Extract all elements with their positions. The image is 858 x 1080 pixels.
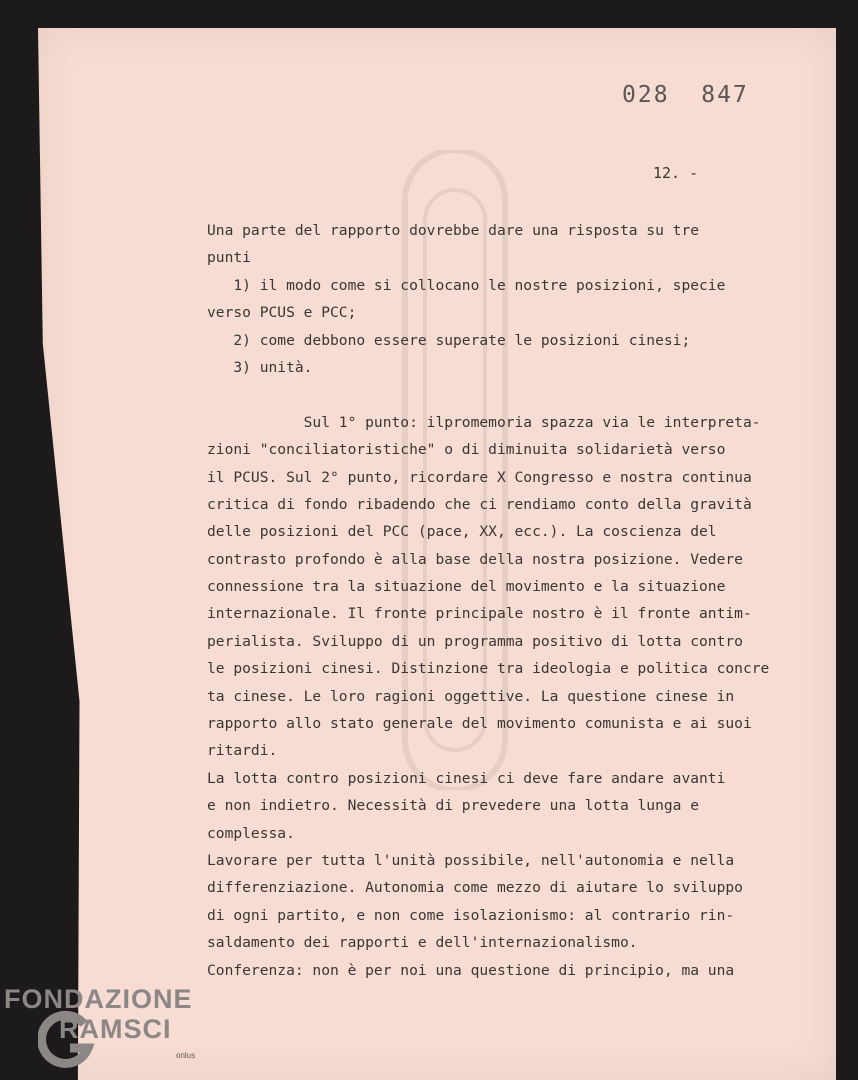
text-line: ritardi. xyxy=(207,742,278,760)
text-line: critica di fondo ribadendo che ci rendiamo conto della gravità xyxy=(207,495,752,513)
text-line: 3) unità. xyxy=(207,358,313,376)
text-line: Lavorare per tutta l'unità possibile, nell'autonomia e nella xyxy=(207,851,735,869)
text-line: La lotta contro posizioni cinesi ci deve fare andare avanti xyxy=(207,769,726,787)
text-line: ta cinese. Le loro ragioni oggettive. La questione cinese in xyxy=(207,687,735,705)
logo-text-line2: RAMSCI xyxy=(59,1014,172,1044)
text-line: contrasto profondo è alla base della nostra posizione. Vedere xyxy=(207,550,743,568)
text-line: connessione tra la situazione del movimento e la situazione xyxy=(207,578,726,596)
text-line: internazionale. Il fronte principale nostro è il fronte antim- xyxy=(207,605,752,623)
logo-text-line1: FONDAZIONE xyxy=(4,984,193,1014)
text-line: differenziazione. Autonomia come mezzo di aiutare lo sviluppo xyxy=(207,879,743,897)
text-line: rapporto allo stato generale del movimento comunista e ai suoi xyxy=(207,715,752,733)
blank-line xyxy=(207,381,769,408)
logo-subtext: onlus xyxy=(176,1051,196,1060)
text-line: punti xyxy=(207,249,251,267)
text-line: perialista. Sviluppo di un programma positivo di lotta contro xyxy=(207,632,743,650)
text-line: delle posizioni del PCC (pace, XX, ecc.). La coscienza del xyxy=(207,523,717,541)
text-line: verso PCUS e PCC; xyxy=(207,304,357,322)
text-line: le posizioni cinesi. Distinzione tra ideologia e politica concre xyxy=(207,660,770,678)
text-line: complessa. xyxy=(207,824,295,842)
text-line: Sul 1° punto: ilpromemoria spazza via le interpreta- xyxy=(207,413,761,431)
text-line: saldamento dei rapporti e dell'internazionalismo. xyxy=(207,934,638,952)
fondazione-gramsci-logo xyxy=(4,984,214,1080)
typed-text-body xyxy=(207,217,769,984)
text-line: il PCUS. Sul 2° punto, ricordare X Congresso e nostra continua xyxy=(207,468,752,486)
text-line: 1) il modo come si collocano le nostre posizioni, specie xyxy=(207,276,726,294)
archive-number: 028 847 xyxy=(622,82,749,108)
text-line: zioni "conciliatoristiche" o di diminuita solidarietà verso xyxy=(207,441,726,459)
text-line: Conferenza: non è per noi una questione di principio, ma una xyxy=(207,961,735,979)
page-number: 12. - xyxy=(653,164,699,182)
text-line: e non indietro. Necessità di prevedere una lotta lunga e xyxy=(207,797,700,815)
text-line: 2) come debbono essere superate le posizioni cinesi; xyxy=(207,331,691,349)
text-line: di ogni partito, e non come isolazionismo: al contrario rin- xyxy=(207,906,735,924)
text-line: Una parte del rapporto dovrebbe dare una risposta su tre xyxy=(207,222,700,239)
